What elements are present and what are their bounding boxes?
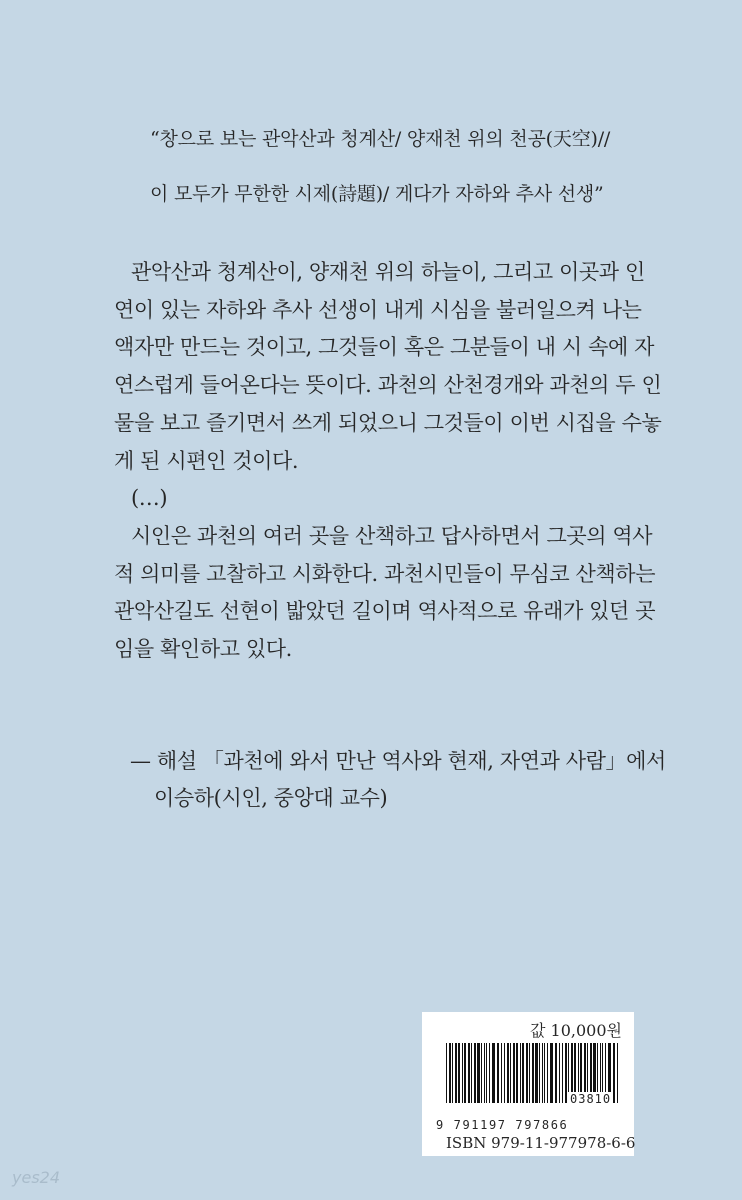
barcode-bar (492, 1043, 495, 1103)
barcode-bar (539, 1043, 540, 1103)
quote-line-2: 이 모두가 무한한 시제(詩題)/ 게다가 자하와 추사 선생” (150, 183, 604, 205)
text-line: 액자만 만드는 것이고, 그것들이 혹은 그분들이 내 시 속에 자 (114, 335, 655, 360)
barcode-bar (547, 1043, 548, 1103)
barcode-bar (489, 1043, 490, 1103)
text-line: 시인은 과천의 여러 곳을 산책하고 답사하면서 그곳의 역사 (131, 523, 653, 548)
barcode-bar (474, 1043, 476, 1103)
barcode-bar (542, 1043, 543, 1103)
barcode-bar (507, 1043, 509, 1103)
barcode-bar (617, 1043, 618, 1103)
barcode-label (422, 1012, 634, 1156)
barcode-bar (559, 1043, 560, 1103)
barcode-bar (526, 1043, 528, 1103)
ellipsis-paragraph (114, 480, 634, 518)
barcode-bar (532, 1043, 534, 1103)
paragraph-2 (114, 518, 656, 669)
barcode-bar (497, 1043, 499, 1103)
text-line: 게 된 시편인 것이다. (114, 448, 299, 473)
barcode-bar (501, 1043, 502, 1103)
attribution-source: — 해설 「과천에 와서 만난 역사와 현재, 자연과 사람」에서 (130, 749, 666, 773)
attribution-author: 이승하(시인, 중앙대 교수) (154, 786, 388, 810)
isbn: ISBN 979-11-977978-6-6 (446, 1134, 636, 1152)
paragraph-1 (114, 254, 662, 480)
barcode-bar (484, 1043, 485, 1103)
barcode-bar (550, 1043, 553, 1103)
addon-digits: 03810 (570, 1092, 612, 1106)
ean-digits: 9 791197 797866 (436, 1118, 569, 1132)
text-line: 임을 확인하고 있다. (114, 637, 292, 662)
text-line: 연스럽게 들어온다는 뜻이다. 과천의 산천경개와 과천의 두 인 (114, 373, 662, 398)
barcode-bar (613, 1043, 615, 1103)
barcode-bar (455, 1043, 457, 1103)
barcode-bar (486, 1043, 487, 1103)
barcode-bar (481, 1043, 482, 1103)
barcode-bar (468, 1043, 470, 1103)
text-line: 관악산과 청계산이, 양재천 위의 하늘이, 그리고 이곳과 인 (131, 260, 645, 284)
barcode-bar (555, 1043, 557, 1103)
barcode-bar (565, 1043, 567, 1103)
barcode-bar (562, 1043, 563, 1103)
barcode-bar (464, 1043, 466, 1103)
epigraph-quote (150, 128, 710, 205)
barcode-bar (529, 1043, 530, 1103)
barcode-bar (458, 1043, 460, 1103)
text-line: 연이 있는 자하와 추사 선생이 내게 시심을 불러일으켜 나는 (114, 297, 642, 322)
text-line: 적 의미를 고찰하고 시화한다. 과천시민들이 무심코 산책하는 (114, 561, 656, 586)
text-line: (…) (131, 486, 168, 511)
text-line: 물을 보고 즐기면서 쓰게 되었으니 그것들이 이번 시집을 수놓 (114, 410, 662, 435)
barcode-bar (544, 1043, 545, 1103)
barcode-bar (449, 1043, 451, 1103)
review-text (114, 254, 662, 669)
barcode-bar (477, 1043, 480, 1103)
barcode-bar (446, 1043, 447, 1103)
price: 값 10,000원 (530, 1021, 622, 1040)
barcode-bar (535, 1043, 538, 1103)
barcode-bar (513, 1043, 515, 1103)
text-line: 관악산길도 선현이 밟았던 길이며 역사적으로 유래가 있던 곳 (114, 599, 656, 624)
barcode-bar (462, 1043, 463, 1103)
barcode-bar (520, 1043, 521, 1103)
barcode-bar (471, 1043, 472, 1103)
attribution (130, 743, 666, 817)
barcode-bar (452, 1043, 453, 1103)
barcode-bar (516, 1043, 518, 1103)
barcode-bar (510, 1043, 511, 1103)
barcode-bar (522, 1043, 524, 1103)
watermark-logo: yes24 (12, 1168, 61, 1187)
barcode-bar (504, 1043, 505, 1103)
quote-line-1: “창으로 보는 관악산과 청계산/ 양재천 위의 천공(天空)// (150, 128, 611, 150)
